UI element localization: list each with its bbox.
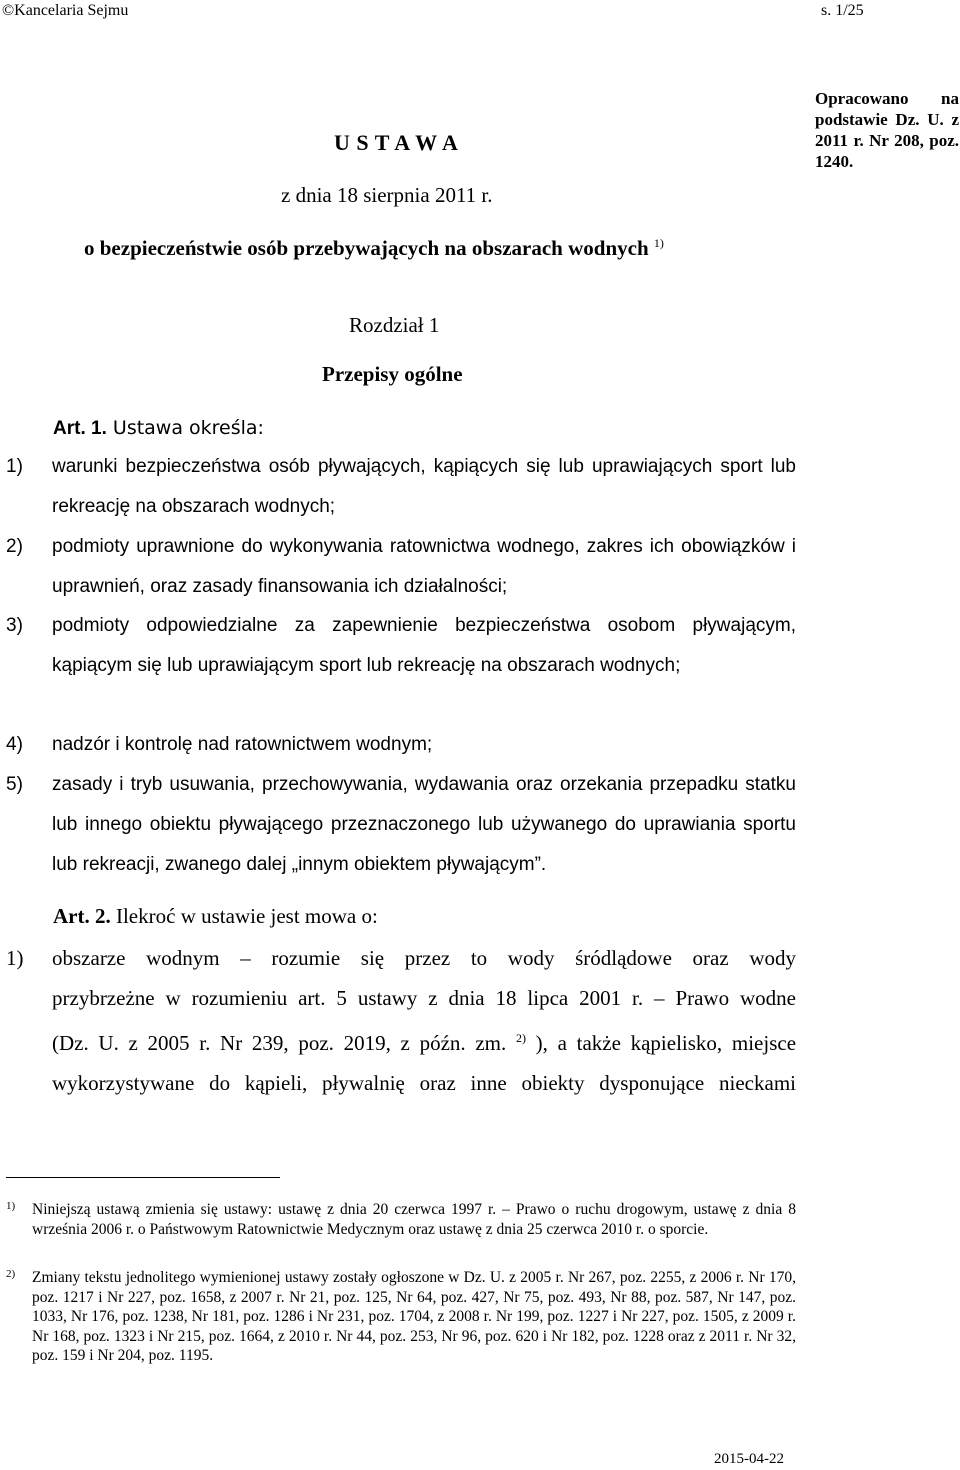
item-text: nadzór i kontrolę nad ratownictwem wodnym; [52, 734, 433, 755]
art1-item-4 [6, 725, 796, 765]
art2-line-3-start: (Dz. U. z 2005 r. Nr 239, poz. 2019, z późn. zm. [52, 1031, 507, 1055]
item-number: 1) [6, 456, 23, 477]
page-number: s. 1/25 [821, 2, 864, 19]
item-text: podmioty uprawnione do wykonywania ratownictwa wodnego, zakres ich obowiązków i uprawnień, oraz zasady finansowania ich działalności; [52, 536, 796, 597]
item-number: 5) [6, 774, 23, 795]
art2-intro: Ilekroć w ustawie jest mowa o: [115, 904, 378, 928]
art1-item-5 [6, 765, 796, 885]
source-note: Opracowano na podstawie Dz. U. z 2011 r. Nr 208, poz. 1240. [815, 89, 959, 171]
chapter-title: Przepisy ogólne [322, 362, 463, 386]
item-number: 2) [6, 536, 23, 557]
art2-item-1-number: 1) [6, 946, 24, 970]
item-text: warunki bezpieczeństwa osób pływających, kąpiących się lub uprawiających sport lub rekreację na obszarach wodnych; [52, 456, 796, 517]
act-subject [84, 236, 664, 261]
act-subject-text: o bezpieczeństwie osób przebywających na obszarach wodnych [84, 236, 649, 260]
art2-item-1 [52, 938, 796, 1103]
art2-heading [53, 904, 378, 929]
art2-line-1: obszarze wodnym – rozumie się przez to wody śródlądowe oraz wody [52, 946, 796, 970]
item-text: podmioty odpowiedzialne za zapewnienie bezpieczeństwa osobom pływającym, kąpiącym się lub uprawiającym sport lub rekreację na obszarach wodnych; [52, 615, 796, 676]
footnote-number: 1) [6, 1200, 16, 1212]
footer-date: 2015-04-22 [714, 1451, 784, 1467]
art1-label: Art. 1. [53, 418, 107, 439]
footnote-2 [6, 1268, 796, 1366]
footnote-1 [6, 1200, 796, 1239]
art2-line-3 [52, 1018, 796, 1063]
art1-item-3 [6, 606, 796, 686]
footnote-ref-2[interactable]: 2) [515, 1031, 526, 1045]
art1-intro: Ustawa określa: [112, 417, 264, 439]
art1-item-1 [6, 447, 796, 527]
art1-heading [53, 417, 264, 440]
art2-label: Art. 2. [53, 904, 111, 928]
item-number: 3) [6, 615, 23, 636]
art2-line-3-end: ), a także kąpielisko, miejsce [535, 1031, 797, 1055]
footnote-text: Niniejszą ustawą zmienia się ustawy: ustawę z dnia 20 czerwca 1997 r. – Prawo o ruchu drogowym, ustawę z dnia 8 września 2006 r. o Państwowym Ratownictwie Medycznym oraz ustawę z dnia 25 czerwca 2010 r. o sporcie. [32, 1201, 796, 1238]
footnote-separator [6, 1177, 280, 1178]
footnote-text: Zmiany tekstu jednolitego wymienionej ustawy zostały ogłoszone w Dz. U. z 2005 r. Nr 267, poz. 2255, z 2006 r. Nr 170, poz. 1217 i Nr 227, poz. 1658, z 2007 r. Nr 21, poz. 125, Nr 64, poz. 427, Nr 75, poz. 493, Nr 88, poz. 587, Nr 147, poz. 1033, Nr 176, poz. 1238, Nr 181, poz. 1286 i Nr 231, poz. 1704, z 2008 r. Nr 199, poz. 1227 i Nr 227, poz. 1505, z 2009 r. Nr 168, poz. 1323 i Nr 215, poz. 1664, z 2010 r. Nr 44, poz. 253, Nr 96, poz. 620 i Nr 182, poz. 1228 oraz z 2011 r. Nr 32, poz. 159 i Nr 204, poz. 1195. [32, 1269, 796, 1365]
item-text: zasady i tryb usuwania, przechowywania, wydawania oraz orzekania przepadku statku lub innego obiektu pływającego przeznaczonego lub używanego do uprawiania sportu lub rekreacji, zwanego dalej „innym obiektem pływającym”. [52, 774, 796, 875]
act-title: U S T A W A [334, 130, 459, 155]
art2-line-4: wykorzystywane do kąpieli, pływalnię oraz inne obiekty dysponujące nieckami [52, 1071, 796, 1095]
act-date: z dnia 18 sierpnia 2011 r. [281, 183, 493, 207]
art1-item-2 [6, 527, 796, 607]
footnote-number: 2) [6, 1268, 16, 1280]
item-number: 4) [6, 734, 23, 755]
art2-line-2: przybrzeżne w rozumieniu art. 5 ustawy z dnia 18 lipca 2001 r. – Prawo wodne [52, 986, 796, 1010]
header-publisher: ©Kancelaria Sejmu [2, 2, 129, 19]
chapter-number: Rozdział 1 [349, 313, 440, 337]
footnote-ref-1[interactable]: 1) [653, 236, 664, 250]
